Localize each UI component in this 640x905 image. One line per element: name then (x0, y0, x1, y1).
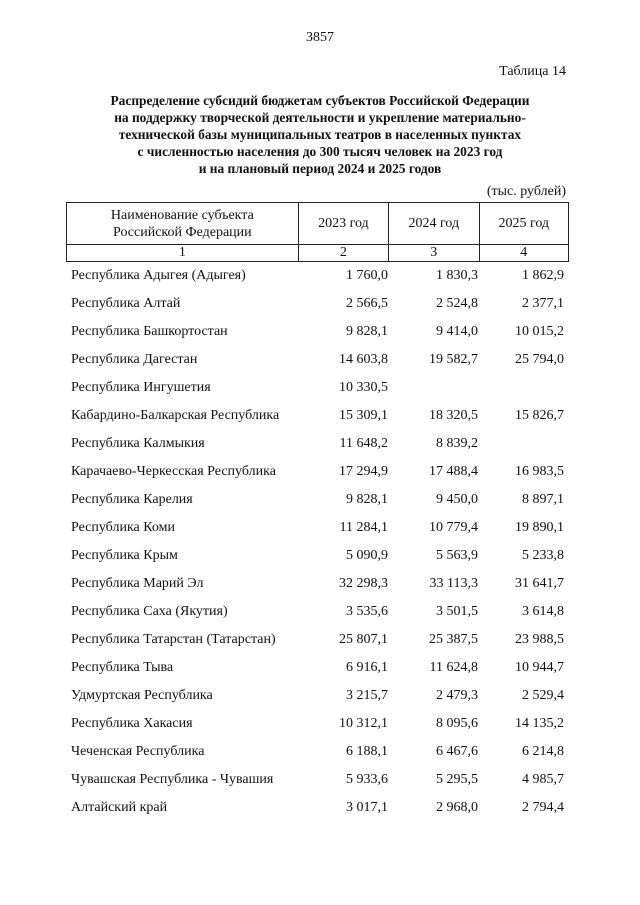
value-2023: 9 828,1 (346, 323, 388, 339)
value-2024: 11 624,8 (429, 659, 478, 675)
region-name: Карачаево-Черкесская Республика (71, 463, 276, 479)
table-row (66, 485, 569, 513)
table-row (66, 317, 569, 345)
value-2025: 31 641,7 (515, 575, 564, 591)
table-row (66, 765, 569, 793)
title-line: Распределение субсидий бюджетам субъектов Российской Федерации (110, 93, 530, 108)
value-2025: 23 988,5 (515, 631, 564, 647)
region-name: Кабардино-Балкарская Республика (71, 407, 280, 423)
value-2023: 25 807,1 (339, 631, 388, 647)
value-2024: 18 320,5 (429, 407, 478, 423)
table-row (66, 541, 569, 569)
value-2024: 25 387,5 (429, 631, 478, 647)
value-2025: 19 890,1 (515, 519, 564, 535)
page-number: 3857 (306, 30, 334, 45)
column-number: 1 (67, 245, 299, 262)
header-name-line1: Наименование субъекта (110, 207, 254, 223)
table-row (66, 569, 569, 597)
value-2024: 5 563,9 (436, 547, 478, 563)
table-row (66, 429, 569, 457)
value-2025: 15 826,7 (515, 407, 564, 423)
region-name: Республика Крым (71, 547, 178, 563)
value-2025: 2 529,4 (522, 687, 564, 703)
value-2024: 2 968,0 (436, 799, 478, 815)
value-2025: 2 794,4 (522, 799, 564, 815)
table-header (66, 202, 569, 262)
value-2025: 25 794,0 (515, 351, 564, 367)
value-2025: 14 135,2 (515, 715, 564, 731)
value-2025: 1 862,9 (522, 267, 564, 283)
region-name: Республика Калмыкия (71, 435, 205, 451)
table-row (66, 261, 569, 289)
region-name: Алтайский край (71, 799, 168, 815)
value-2024: 9 414,0 (436, 323, 478, 339)
table-row (66, 653, 569, 681)
region-name: Республика Дагестан (71, 351, 198, 367)
table-row (66, 345, 569, 373)
value-2025: 6 214,8 (522, 743, 564, 759)
region-name: Республика Адыгея (Адыгея) (71, 267, 246, 283)
value-2024: 2 524,8 (436, 295, 478, 311)
value-2023: 5 090,9 (346, 547, 388, 563)
region-name: Республика Хакасия (71, 715, 193, 731)
column-number: 4 (479, 245, 568, 262)
value-2024: 6 467,6 (436, 743, 478, 759)
region-name: Республика Марий Эл (71, 575, 204, 591)
table-body (66, 261, 569, 821)
region-name: Чувашская Республика - Чувашия (71, 771, 274, 787)
value-2024: 5 295,5 (436, 771, 478, 787)
table-row (66, 793, 569, 821)
column-number: 2 (298, 245, 388, 262)
table-row (66, 401, 569, 429)
header-2025: 2025 год (479, 203, 568, 245)
value-2023: 2 566,5 (346, 295, 388, 311)
region-name: Республика Башкортостан (71, 323, 228, 339)
table-row (66, 737, 569, 765)
region-name: Республика Татарстан (Татарстан) (71, 631, 276, 647)
table-row (66, 597, 569, 625)
value-2023: 11 648,2 (339, 435, 388, 451)
value-2023: 3 535,6 (346, 603, 388, 619)
region-name: Республика Коми (71, 519, 175, 535)
table-row (66, 457, 569, 485)
title-line: с численностью населения до 300 тысяч человек на 2023 год (137, 144, 503, 159)
value-2025: 10 015,2 (515, 323, 564, 339)
value-2023: 17 294,9 (339, 463, 388, 479)
value-2025: 2 377,1 (522, 295, 564, 311)
value-2024: 17 488,4 (429, 463, 478, 479)
region-name: Республика Саха (Якутия) (71, 603, 228, 619)
table-row (66, 289, 569, 317)
value-2024: 2 479,3 (436, 687, 478, 703)
value-2025: 3 614,8 (522, 603, 564, 619)
region-name: Республика Ингушетия (71, 379, 211, 395)
value-2024: 8 839,2 (436, 435, 478, 451)
value-2024: 19 582,7 (429, 351, 478, 367)
region-name: Республика Карелия (71, 491, 193, 507)
region-name: Республика Алтай (71, 295, 181, 311)
header-2023: 2023 год (298, 203, 388, 245)
table-row (66, 625, 569, 653)
value-2023: 3 017,1 (346, 799, 388, 815)
value-2023: 10 312,1 (339, 715, 388, 731)
title-line: и на плановый период 2024 и 2025 годов (198, 161, 442, 176)
header-name-line2: Российской Федерации (113, 224, 252, 240)
value-2024: 33 113,3 (429, 575, 478, 591)
value-2023: 32 298,3 (339, 575, 388, 591)
table-row (66, 709, 569, 737)
value-2024: 3 501,5 (436, 603, 478, 619)
value-2023: 10 330,5 (339, 379, 388, 395)
table-row (66, 681, 569, 709)
value-2023: 14 603,8 (339, 351, 388, 367)
value-2024: 9 450,0 (436, 491, 478, 507)
value-2025: 4 985,7 (522, 771, 564, 787)
value-2023: 6 916,1 (346, 659, 388, 675)
value-2025: 8 897,1 (522, 491, 564, 507)
value-2023: 1 760,0 (346, 267, 388, 283)
value-2025: 10 944,7 (515, 659, 564, 675)
document-title (60, 92, 580, 177)
header-name-cell (67, 203, 299, 245)
value-2024: 1 830,3 (436, 267, 478, 283)
region-name: Удмуртская Республика (71, 687, 213, 703)
table-row (66, 373, 569, 401)
region-name: Чеченская Республика (71, 743, 205, 759)
title-line: технической базы муниципальных театров в населенных пунктах (118, 127, 522, 142)
region-name: Республика Тыва (71, 659, 174, 675)
value-2025: 5 233,8 (522, 547, 564, 563)
table-label: Таблица 14 (499, 64, 566, 79)
value-2023: 5 933,6 (346, 771, 388, 787)
column-number: 3 (389, 245, 479, 262)
value-2023: 3 215,7 (346, 687, 388, 703)
value-2023: 11 284,1 (339, 519, 388, 535)
value-2024: 8 095,6 (436, 715, 478, 731)
value-2023: 6 188,1 (346, 743, 388, 759)
units-label: (тыс. рублей) (486, 184, 566, 199)
value-2023: 9 828,1 (346, 491, 388, 507)
value-2025: 16 983,5 (515, 463, 564, 479)
value-2024: 10 779,4 (429, 519, 478, 535)
header-2024: 2024 год (389, 203, 479, 245)
value-2023: 15 309,1 (339, 407, 388, 423)
table-row (66, 513, 569, 541)
title-line: на поддержку творческой деятельности и укрепление материально- (114, 110, 526, 125)
